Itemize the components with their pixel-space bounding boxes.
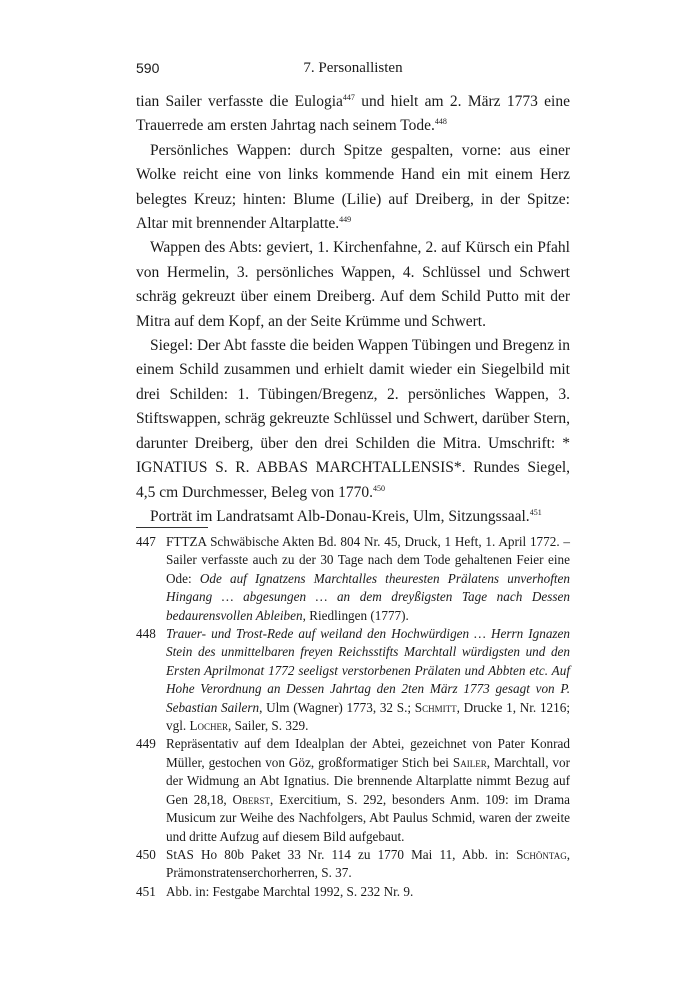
footnote-divider [136, 527, 208, 528]
footnote-number: 449 [136, 736, 156, 752]
footnote-number: 450 [136, 846, 156, 862]
footnote-448: 448 Trauer- und Trost-Rede auf weiland den Hochwürdigen … Herrn Ignazen Stein des unmittelbaren freyen Reichsstifts Marchtall würdigsten und den Ersten Aprilmonat 1772 seeligst verstorbenen Prälaten und Abbten etc. Auf Hohe Verordnung an Dessen Jahrtag den 2ten März 1773 gesagt von P. Sebastian Sailern, Ulm (Wagner) 1773, 32 S.; Schmitt, Drucke 1, Nr. 1216; vgl. Locher, Sailer, S. 329. [136, 625, 570, 735]
paragraph-1: tian Sailer verfasste die Eulogia$^{447}$ und hielt am 2. März 1773 eine Trauerrede am ersten Jahrtag nach seinem Tode.$^{448}$ [136, 92, 570, 135]
footnote-450: 450 StAS Ho 80b Paket 33 Nr. 114 zu 1770 Mai 11, Abb. in: Schöntag, Prämonstratenserchorherren, S. 37. [136, 846, 570, 883]
page-number: 590 [136, 60, 160, 76]
footnote-451: 451 Abb. in: Festgabe Marchtal 1992, S. 232 Nr. 9. [136, 883, 570, 901]
running-title: 7. Personallisten [303, 60, 403, 76]
footnote-ref[interactable]: 447 [342, 92, 355, 102]
page-header [136, 60, 570, 80]
footnote-number: 448 [136, 626, 156, 642]
footnote-ref[interactable]: 449 [339, 214, 352, 224]
main-text [136, 90, 570, 529]
paragraph-3: Wappen des Abts: geviert, 1. Kirchenfahne, 2. auf Kürsch ein Pfahl von Hermelin, 3. persönliches Wappen, 4. Schlüssel und Schwert schräg gekreuzt über einem Dreiberg. Auf dem Schild Putto mit der Mitra auf dem Kopf, an der Seite Krümme und Schwert. [136, 239, 570, 330]
paragraph-2: Persönliches Wappen: durch Spitze gespalten, vorne: aus einer Wolke reicht eine von links kommende Hand ein mit einem Herz belegtes Kreuz; hinten: Blume (Lilie) auf Dreiberg, in der Spitze: Altar mit brennender Altarplatte.$^{449}$ [136, 141, 570, 233]
footnote-number: 447 [136, 534, 156, 549]
paragraph-5: Porträt im Landratsamt Alb-Donau-Kreis, Ulm, Sitzungssaal.$^{451}$ [150, 507, 542, 525]
footnote-ref[interactable]: 448 [434, 117, 447, 127]
footnote-449: 449 Repräsentativ auf dem Idealplan der Abtei, gezeichnet von Pater Konrad Müller, gestochen von Göz, großformatiger Stich bei Sailer, Marchtall, vor der Widmung an Abt Ignatius. Die brennende Altarplatte nimmt Bezug auf Gen 28,18, Oberst, Exercitium, S. 292, besonders Anm. 109: im Drama Musicum zur Weihe des Nachfolgers, Abt Paulus Schmid, waren der zweite und dritte Aufzug auf diesem Bild aufgebaut. [136, 735, 570, 845]
paragraph-4: Siegel: Der Abt fasste die beiden Wappen Tübingen und Bregenz in einem Schild zusammen und erhielt damit wieder ein Siegelbild mit drei Schilden: 1. Tübingen/Bregenz, 2. persönliches Wappen, 3. Stiftswappen, schräg gekreuzte Schlüssel und Schwert, darüber Stern, darunter Dreiberg, über den drei Schilden die Mitra. Umschrift: * IGNATIUS S. R. ABBAS MARCHTALLENSIS*. Rundes Siegel, 4,5 cm Durchmesser, Beleg von 1770.$^{450}$ [136, 337, 570, 501]
footnote-number: 451 [136, 883, 156, 899]
footnote-ref[interactable]: 450 [373, 483, 385, 493]
footnote-447: 447 FTTZA Schwäbische Akten Bd. 804 Nr. 45, Druck, 1 Heft, 1. April 1772. – Sailer verfasste auch zu der 30 Tage nach dem Tode gehaltenen Feier eine Ode: Ode auf Ignatzens Marchtalles theuresten Prälatens unverhoften Hingang … abgesungen … an dem dreyßigsten Tage nach Dessen bedaurensvollen Ableiben, Riedlingen (1777). [136, 533, 570, 625]
footnotes [136, 533, 570, 901]
footnote-ref[interactable]: 451 [529, 507, 542, 517]
